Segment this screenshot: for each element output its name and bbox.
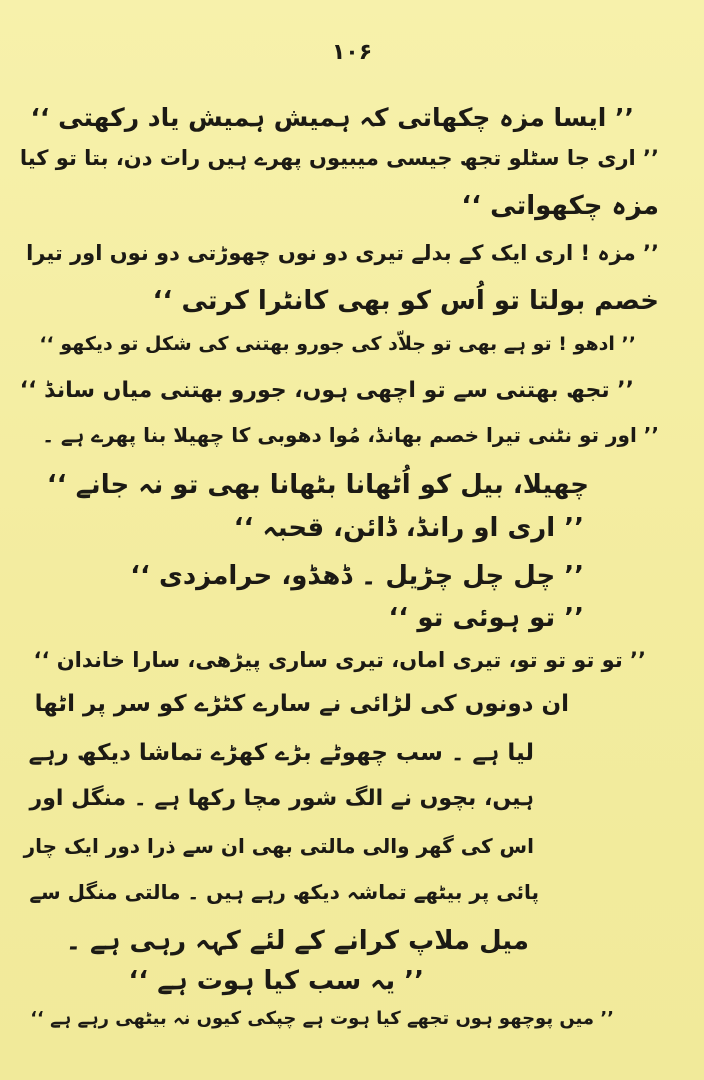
text-line: ’’ مزہ ! اری ایک کے بدلے تیری دو نوں چھوڑتی دو نوں اور تیرا xyxy=(26,241,659,265)
text-line: پائی پر بیٹھے تماشہ دیکھ رہے ہیں ۔ مالتی منگل سے xyxy=(29,880,539,904)
text-line: ان دونوں کی لڑائی نے سارے کٹڑے کو سر پر اٹھا xyxy=(34,691,569,717)
text-line: میل ملاپ کرانے کے لئے کہہ رہی ہے ۔ xyxy=(65,926,529,956)
text-line: ’’ اری جا سٹلو تجھ جیسی میبیوں پھرے ہیں رات دن، بتا تو کیا xyxy=(19,146,659,170)
text-line: ’’ میں پوچھو ہوں تجھے کیا ہوت ہے چپکی کیوں نہ بیٹھی رہے ہے ‘‘ xyxy=(30,1008,614,1029)
text-line: اس کی گھر والی مالتی بھی ان سے ذرا دور ایک چار xyxy=(23,834,534,858)
text-line: ’’ اری او رانڈ، ڈائن، قحبہ ‘‘ xyxy=(233,513,584,543)
text-line: لیا ہے ۔ سب چھوٹے بڑے کھڑے تماشا دیکھ رہے xyxy=(28,740,534,766)
text-line: ’’ تو ہوئی تو ‘‘ xyxy=(388,603,584,633)
text-line: ’’ اور تو نٹنی تیرا خصم بھانڈ، مُوا دھوبی کا چھیلا بنا پھرے ہے ۔ xyxy=(42,423,659,447)
text-line: چھیلا، بیل کو اُٹھانا بٹھانا بھی تو نہ جانے ‘‘ xyxy=(46,470,589,500)
text-line: ’’ تو تو تو تو، تیری اماں، تیری ساری پیڑھی، سارا خاندان ‘‘ xyxy=(33,648,646,672)
text-line: ’’ چل چل چڑیل ۔ ڈھڈو، حرامزدی ‘‘ xyxy=(130,561,584,591)
text-line: ’’ یہ سب کیا ہوت ہے ‘‘ xyxy=(128,966,424,996)
text-line: ہیں، بچوں نے الگ شور مچا رکھا ہے ۔ منگل اور xyxy=(29,786,534,811)
page-number: ۱۰۶ xyxy=(331,40,373,65)
text-line: ’’ تجھ بھتنی سے تو اچھی ہوں، جورو بھتنی میاں سانڈ ‘‘ xyxy=(19,378,634,403)
text-line: مزہ چکھواتی ‘‘ xyxy=(461,191,659,221)
text-line: ’’ ایسا مزہ چکھاتی کہ ہمیش ہمیش یاد رکھتی ‘‘ xyxy=(30,103,634,132)
text-line: خصم بولتا تو اُس کو بھی کانٹرا کرتی ‘‘ xyxy=(152,286,659,316)
text-line: ’’ ادھو ! تو ہے بھی تو جلاّد کی جورو بھتنی کی شکل تو دیکھو ‘‘ xyxy=(39,333,636,355)
